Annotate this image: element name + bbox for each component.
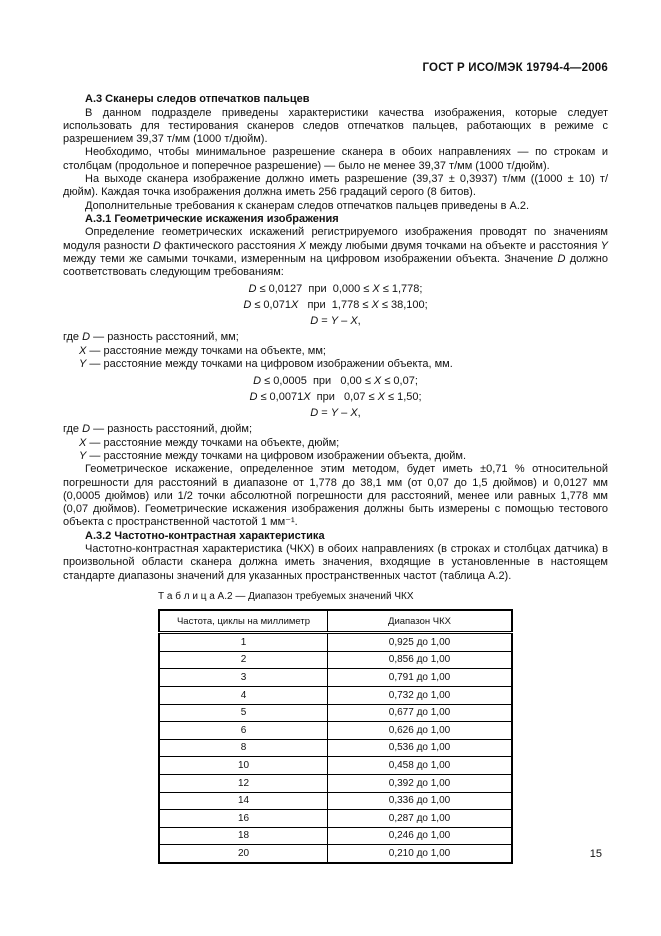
paragraph-additional-requirements: Дополнительные требования к сканерам следов отпечатков пальцев приведены в А.2. bbox=[85, 199, 530, 212]
table-caption: Т а б л и ц а А.2 — Диапазон требуемых значений ЧКХ bbox=[158, 590, 414, 602]
table-row bbox=[159, 651, 512, 669]
table-cell: 16 bbox=[159, 810, 328, 828]
table-cell: 0,536 до 1,00 bbox=[328, 739, 513, 757]
table-body bbox=[159, 633, 512, 863]
formula-line: D = Y – X, bbox=[310, 315, 361, 328]
table-cell: 0,392 до 1,00 bbox=[328, 774, 513, 792]
formula-line: D ≤ 0,0127 при 0,000 ≤ X ≤ 1,778; bbox=[248, 283, 423, 296]
formula-line: D ≤ 0,0071X при 0,07 ≤ X ≤ 1,50; bbox=[249, 391, 422, 404]
paragraph-accuracy: Геометрическое искажение, определенное этим методом, будет иметь ±0,71 % относительной погрешности для расстояний в диапазоне от 1,778 до 38,1 мм (от 0,07 до 1,5 дюймов) и 0,0127 мм (0,0005 дюймов) или 1/2 точки абсолютной погрешности для расстояний, менее или равных 1,778 мм (0,07 дюймов). Геометрические искажения изображения должны быть измерены с помощью тестового объекта с пространственной частотой 1 мм⁻¹. bbox=[63, 463, 608, 529]
standard-code-header: ГОСТ Р ИСО/МЭК 19794-4—2006 bbox=[422, 62, 608, 74]
table-cell: 3 bbox=[159, 669, 328, 687]
table-cell: 0,210 до 1,00 bbox=[328, 845, 513, 863]
where-line: где D — разность расстояний, мм; bbox=[63, 331, 239, 344]
where-line: X — расстояние между точками на объекте, дюйм; bbox=[79, 436, 340, 449]
table-cell: 0,336 до 1,00 bbox=[328, 792, 513, 810]
table-cell: 0,677 до 1,00 bbox=[328, 704, 513, 722]
paragraph-output-resolution: На выходе сканера изображение должно иметь разрешение (39,37 ± 0,3937) т/мм ((1000 ± 10) т/дюйм). Каждая точка изображения должна иметь 256 градаций серого (8 битов). bbox=[63, 173, 608, 199]
where-list-mm bbox=[63, 331, 608, 371]
formula-line: D = Y – X, bbox=[310, 407, 361, 420]
formula-line: D ≤ 0,0005 при 0,00 ≤ X ≤ 0,07; bbox=[253, 375, 418, 388]
paragraph-geometric-distortion: Определение геометрических искажений регистрируемого изображения проводят по значениям модуля разности D фактического расстояния X между любыми двумя точками на объекте и расстояния Y между теми же самыми точками, измеренным на цифровом изображении объекта. Значение D должно соответствовать следующим требованиям: bbox=[63, 226, 608, 279]
mtf-table bbox=[158, 609, 513, 864]
table-cell: 0,458 до 1,00 bbox=[328, 757, 513, 775]
table-row bbox=[159, 739, 512, 757]
table-cell: 5 bbox=[159, 704, 328, 722]
table-cell: 0,925 до 1,00 bbox=[328, 633, 513, 652]
table-cell: 4 bbox=[159, 686, 328, 704]
table-cell: 14 bbox=[159, 792, 328, 810]
where-list-inch bbox=[63, 423, 608, 463]
formula-block-inch bbox=[63, 373, 608, 421]
table-cell: 6 bbox=[159, 722, 328, 740]
table-a2-container bbox=[158, 590, 608, 864]
section-heading-a31: А.3.1 Геометрические искажения изображения bbox=[85, 212, 339, 225]
table-cell: 8 bbox=[159, 739, 328, 757]
table-cell: 18 bbox=[159, 827, 328, 845]
table-cell: 12 bbox=[159, 774, 328, 792]
where-line: X — расстояние между точками на объекте, мм; bbox=[79, 344, 326, 357]
column-header-range: Диапазон ЧКХ bbox=[328, 610, 513, 633]
table-row bbox=[159, 686, 512, 704]
where-line: Y — расстояние между точками на цифровом изображении объекта, дюйм. bbox=[79, 449, 467, 462]
table-cell: 2 bbox=[159, 651, 328, 669]
table-row bbox=[159, 669, 512, 687]
where-line: где D — разность расстояний, дюйм; bbox=[63, 423, 252, 436]
table-cell: 0,791 до 1,00 bbox=[328, 669, 513, 687]
page-number: 15 bbox=[589, 848, 602, 860]
table-cell: 0,856 до 1,00 bbox=[328, 651, 513, 669]
section-heading-a32: А.3.2 Частотно-контрастная характеристика bbox=[85, 529, 325, 542]
table-cell: 0,626 до 1,00 bbox=[328, 722, 513, 740]
formula-block-mm bbox=[63, 281, 608, 329]
table-row bbox=[159, 722, 512, 740]
formula-line: D ≤ 0,071X при 1,778 ≤ X ≤ 38,100; bbox=[243, 299, 428, 312]
table-row bbox=[159, 774, 512, 792]
section-heading-a3: А.3 Сканеры следов отпечатков пальцев bbox=[85, 93, 310, 106]
table-header bbox=[159, 610, 512, 633]
table-row bbox=[159, 633, 512, 652]
table-row bbox=[159, 704, 512, 722]
table-cell: 10 bbox=[159, 757, 328, 775]
table-cell: 20 bbox=[159, 845, 328, 863]
table-cell: 0,732 до 1,00 bbox=[328, 686, 513, 704]
column-header-frequency: Частота, циклы на миллиметр bbox=[159, 610, 328, 633]
table-row bbox=[159, 827, 512, 845]
table-cell: 0,287 до 1,00 bbox=[328, 810, 513, 828]
where-line: Y — расстояние между точками на цифровом изображении объекта, мм. bbox=[79, 358, 453, 371]
table-row bbox=[159, 845, 512, 863]
table-header-row bbox=[159, 610, 512, 633]
paragraph-min-resolution: Необходимо, чтобы минимальное разрешение сканера в обоих направлениях — по строкам и столбцам (продольное и поперечное разрешение) — было не менее 39,37 т/мм (1000 т/дюйм). bbox=[63, 146, 608, 172]
paragraph-intro: В данном подразделе приведены характеристики качества изображения, которые следует использовать для тестирования сканеров следов отпечатков пальцев, работающих в режиме с разрешением 39,37 т/мм (1000 т/дюйм). bbox=[63, 106, 608, 146]
table-row bbox=[159, 757, 512, 775]
table-row bbox=[159, 792, 512, 810]
paragraph-mtf: Частотно-контрастная характеристика (ЧКХ) в обоих направлениях (в строках и столбцах датчика) в произвольной области сканера должна иметь значения, входящие в установленные в настоящем стандарте диапазоны значений для указанных пространственных частот (таблица А.2). bbox=[63, 543, 608, 582]
table-cell: 1 bbox=[159, 633, 328, 652]
table-cell: 0,246 до 1,00 bbox=[328, 827, 513, 845]
table-row bbox=[159, 810, 512, 828]
